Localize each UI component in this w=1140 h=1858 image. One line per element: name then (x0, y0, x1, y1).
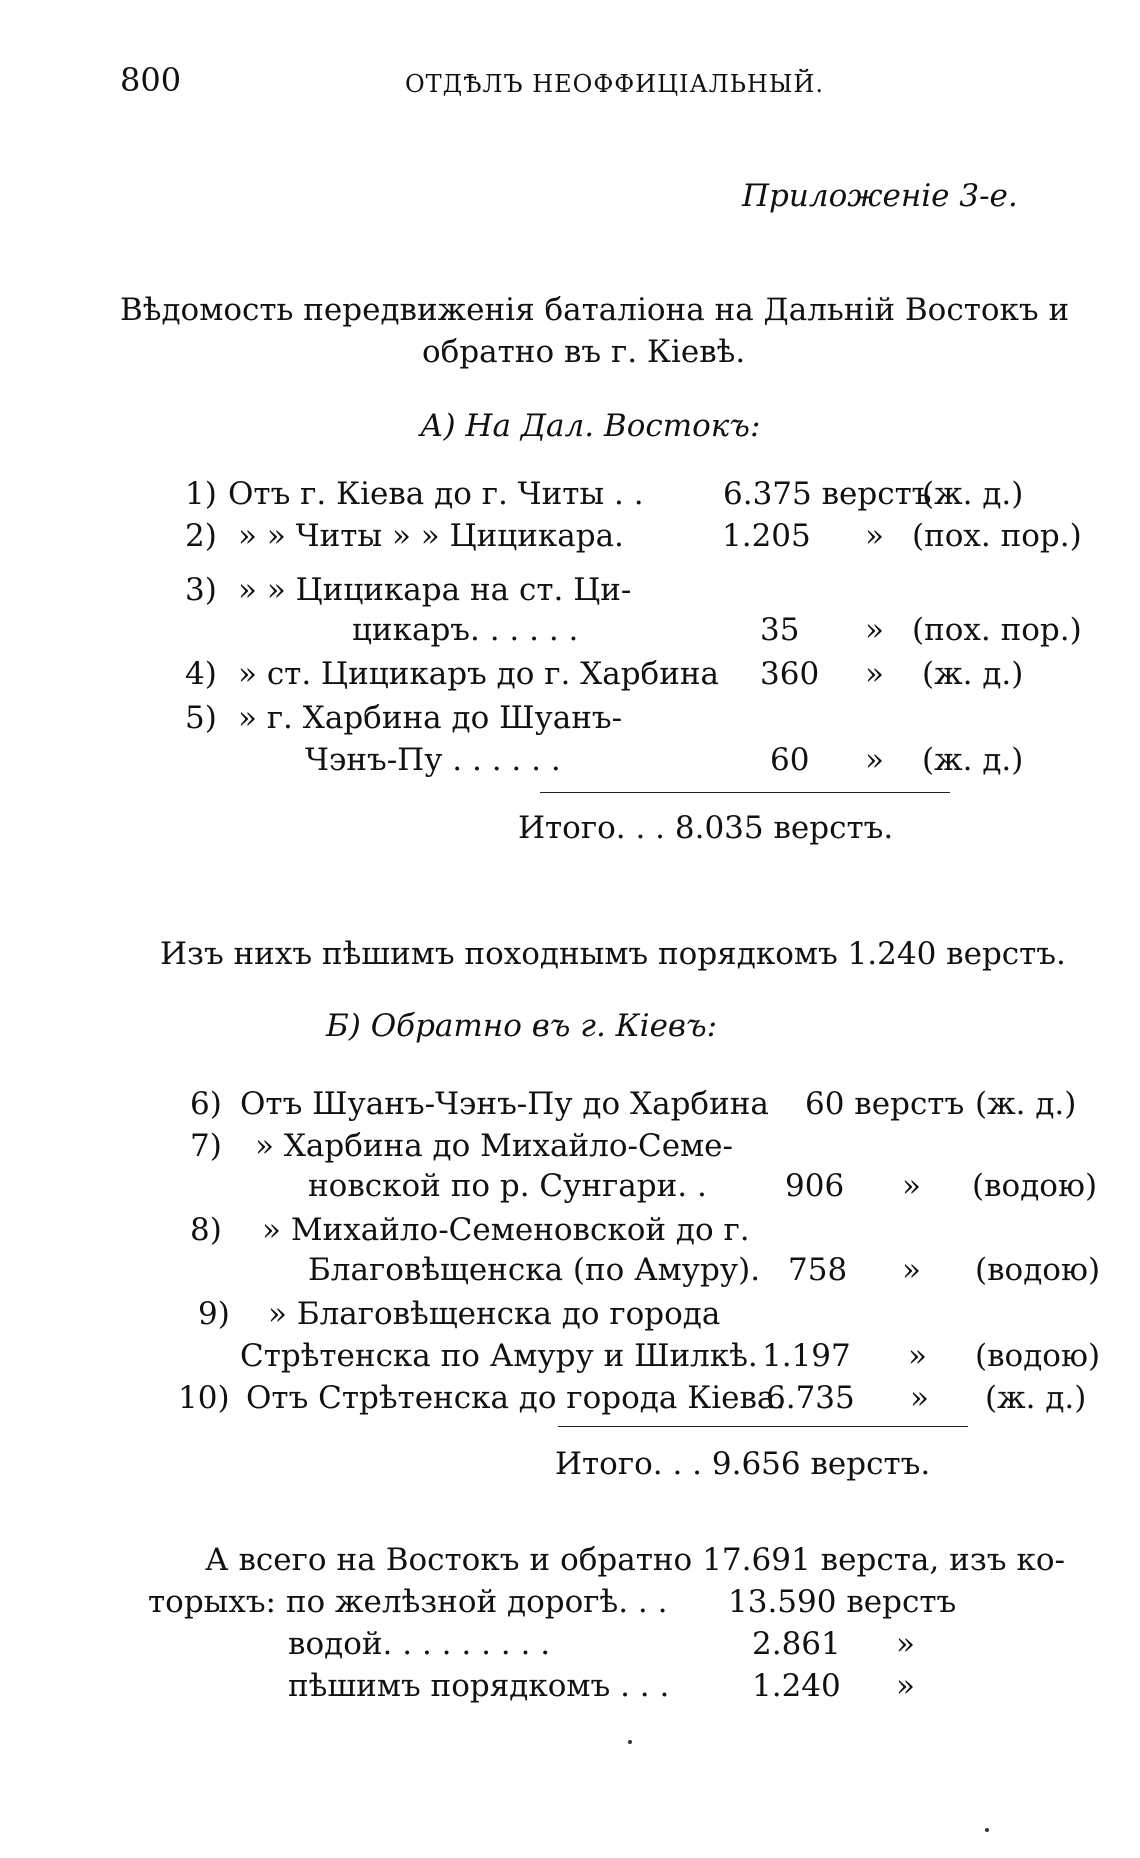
row-ditto-mark: » (865, 518, 884, 554)
row-distance: 6.735 (766, 1380, 855, 1416)
running-title: ОТДѢЛЪ НЕОФФИЦІАЛЬНЫЙ. (405, 70, 824, 98)
row-route-continuation: Благовѣщенска (по Амуру). (308, 1252, 761, 1288)
page-number: 800 (120, 61, 182, 99)
row-distance: 1.197 (762, 1338, 851, 1374)
row-route-continuation: Стрѣтенска по Амуру и Шилкѣ. (240, 1338, 758, 1374)
summary-foot-ditto: » (896, 1668, 915, 1704)
row-mode: (пох. пор.) (912, 518, 1082, 554)
summary-foot-value: 1.240 (752, 1668, 841, 1704)
row-number: 7) (190, 1128, 222, 1164)
row-route-continuation: цикаръ. . . . . . (352, 612, 579, 648)
summary-water-ditto: » (896, 1626, 915, 1662)
row-route: » » Цицикара на ст. Ци- (238, 572, 632, 608)
row-distance: 758 (788, 1252, 848, 1288)
row-route: Отъ г. Кіева до г. Читы . . (228, 476, 644, 512)
row-mode: (водою) (972, 1168, 1098, 1204)
row-route: » ст. Цицикаръ до г. Харбина (238, 656, 720, 692)
document-title-line1: Вѣдомость передвиженія баталіона на Дальній Востокъ и (120, 292, 1070, 328)
row-number: 5) (185, 700, 217, 736)
row-route: » Харбина до Михайло-Семе- (255, 1128, 734, 1164)
row-ditto-mark: » (902, 1252, 921, 1288)
sum-rule (540, 792, 950, 793)
row-number: 6) (190, 1086, 222, 1122)
row-number: 1) (185, 476, 217, 512)
row-ditto-mark: » (865, 612, 884, 648)
section-b-heading: Б) Обратно въ г. Кіевъ: (326, 1008, 718, 1044)
summary-line1: А всего на Востокъ и обратно 17.691 верста, изъ ко- (205, 1542, 1065, 1578)
row-number: 4) (185, 656, 217, 692)
print-speck (628, 1740, 632, 1744)
row-mode: (ж. д.) (985, 1380, 1087, 1416)
document-title-line2: обратно въ г. Кіевѣ. (422, 334, 746, 370)
row-route: » Михайло-Семеновской до г. (262, 1212, 750, 1248)
row-mode: (ж. д.) (922, 742, 1024, 778)
summary-water-value: 2.861 (752, 1626, 841, 1662)
row-mode: (ж. д.) (975, 1086, 1077, 1122)
row-route-continuation: новской по р. Сунгари. . (308, 1168, 707, 1204)
row-route: Отъ Шуанъ-Чэнъ-Пу до Харбина (240, 1086, 769, 1122)
row-distance: 906 (785, 1168, 845, 1204)
appendix-label: Приложеніе 3-е. (742, 178, 1018, 214)
row-distance: 35 (760, 612, 800, 648)
row-number: 3) (185, 572, 217, 608)
row-mode: (водою) (975, 1252, 1101, 1288)
row-route: » г. Харбина до Шуанъ- (238, 700, 623, 736)
print-speck (985, 1828, 989, 1832)
row-mode: (ж. д.) (922, 476, 1024, 512)
sum-rule (558, 1426, 968, 1427)
row-ditto-mark: » (908, 1338, 927, 1374)
row-number: 10) (178, 1380, 230, 1416)
row-distance: 60 (770, 742, 810, 778)
row-route: » Благовѣщенска до города (268, 1296, 721, 1332)
summary-rail-label: торыхъ: по желѣзной дорогѣ. . . (148, 1584, 668, 1620)
row-route: Отъ Стрѣтенска до города Кіева. (246, 1380, 786, 1416)
on-foot-note: Изъ нихъ пѣшимъ походнымъ порядкомъ 1.240 верстъ. (160, 936, 1066, 972)
row-distance: 6.375 верстъ (723, 476, 932, 512)
row-ditto-mark: » (902, 1168, 921, 1204)
row-ditto-mark: » (910, 1380, 929, 1416)
row-route: » » Читы » » Цицикара. (238, 518, 624, 554)
row-ditto-mark: » (865, 742, 884, 778)
row-mode: (водою) (975, 1338, 1101, 1374)
row-number: 9) (198, 1296, 230, 1332)
section-a-heading: А) На Дал. Востокъ: (420, 408, 761, 444)
row-number: 2) (185, 518, 217, 554)
row-distance: 360 (760, 656, 820, 692)
section-b-total: Итого. . . 9.656 верстъ. (555, 1446, 931, 1482)
row-distance: 1.205 (722, 518, 811, 554)
summary-foot-label: пѣшимъ порядкомъ . . . (288, 1668, 670, 1704)
section-a-total: Итого. . . 8.035 верстъ. (518, 810, 894, 846)
row-distance: 60 верстъ (805, 1086, 965, 1122)
row-mode: (ж. д.) (922, 656, 1024, 692)
row-mode: (пох. пор.) (912, 612, 1082, 648)
row-number: 8) (190, 1212, 222, 1248)
summary-rail-value: 13.590 верстъ (728, 1584, 957, 1620)
row-route-continuation: Чэнъ-Пу . . . . . . (305, 742, 561, 778)
row-ditto-mark: » (865, 656, 884, 692)
summary-water-label: водой. . . . . . . . . (288, 1626, 551, 1662)
